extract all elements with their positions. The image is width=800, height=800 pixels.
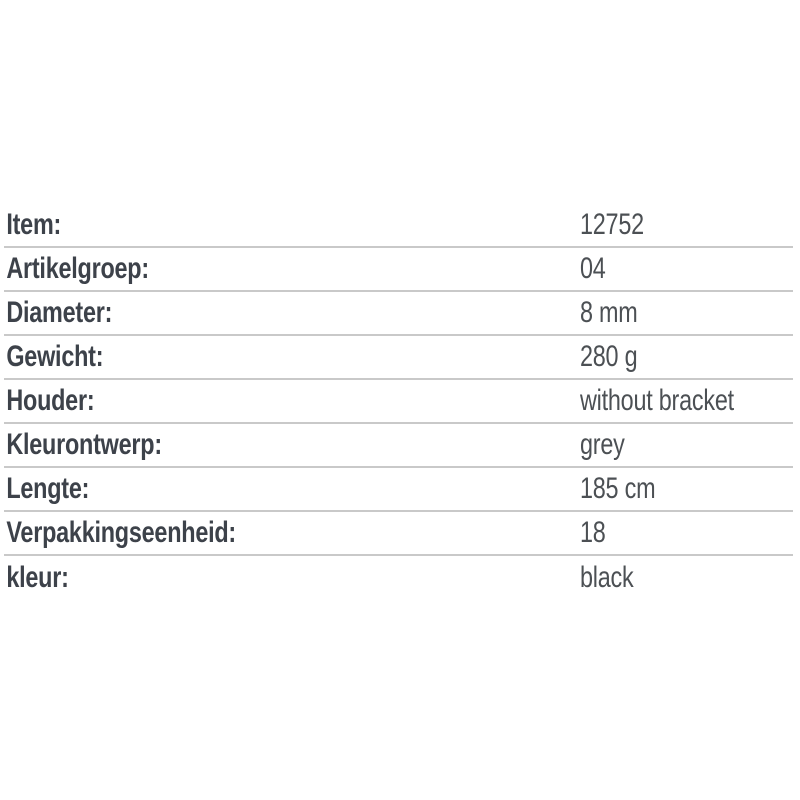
spec-value: 18 bbox=[580, 516, 606, 549]
spec-value: 280 g bbox=[580, 340, 638, 373]
spec-value: 12752 bbox=[580, 208, 644, 241]
spec-row-kleurontwerp bbox=[4, 424, 793, 468]
spec-value: 8 mm bbox=[580, 296, 638, 329]
spec-row-kleur bbox=[4, 556, 793, 600]
spec-value: black bbox=[580, 561, 634, 594]
product-spec-table bbox=[4, 204, 793, 600]
spec-value: 04 bbox=[580, 252, 606, 285]
spec-label: Item: bbox=[6, 208, 62, 241]
spec-label: Gewicht: bbox=[6, 340, 104, 373]
spec-label: Houder: bbox=[6, 384, 95, 417]
spec-value: 185 cm bbox=[580, 472, 656, 505]
spec-label: Lengte: bbox=[6, 472, 90, 505]
spec-value: without bracket bbox=[580, 384, 734, 417]
spec-label: Diameter: bbox=[6, 296, 113, 329]
spec-row-diameter bbox=[4, 292, 793, 336]
spec-row-item bbox=[4, 204, 793, 248]
spec-label: Kleurontwerp: bbox=[6, 428, 162, 461]
spec-row-verpakkingseenheid bbox=[4, 512, 793, 556]
spec-row-gewicht bbox=[4, 336, 793, 380]
spec-row-artikelgroep bbox=[4, 248, 793, 292]
spec-label: Artikelgroep: bbox=[6, 252, 149, 285]
spec-label: Verpakkingseenheid: bbox=[6, 516, 236, 549]
spec-value: grey bbox=[580, 428, 625, 461]
spec-row-lengte bbox=[4, 468, 793, 512]
spec-row-houder bbox=[4, 380, 793, 424]
spec-label: kleur: bbox=[6, 561, 69, 594]
